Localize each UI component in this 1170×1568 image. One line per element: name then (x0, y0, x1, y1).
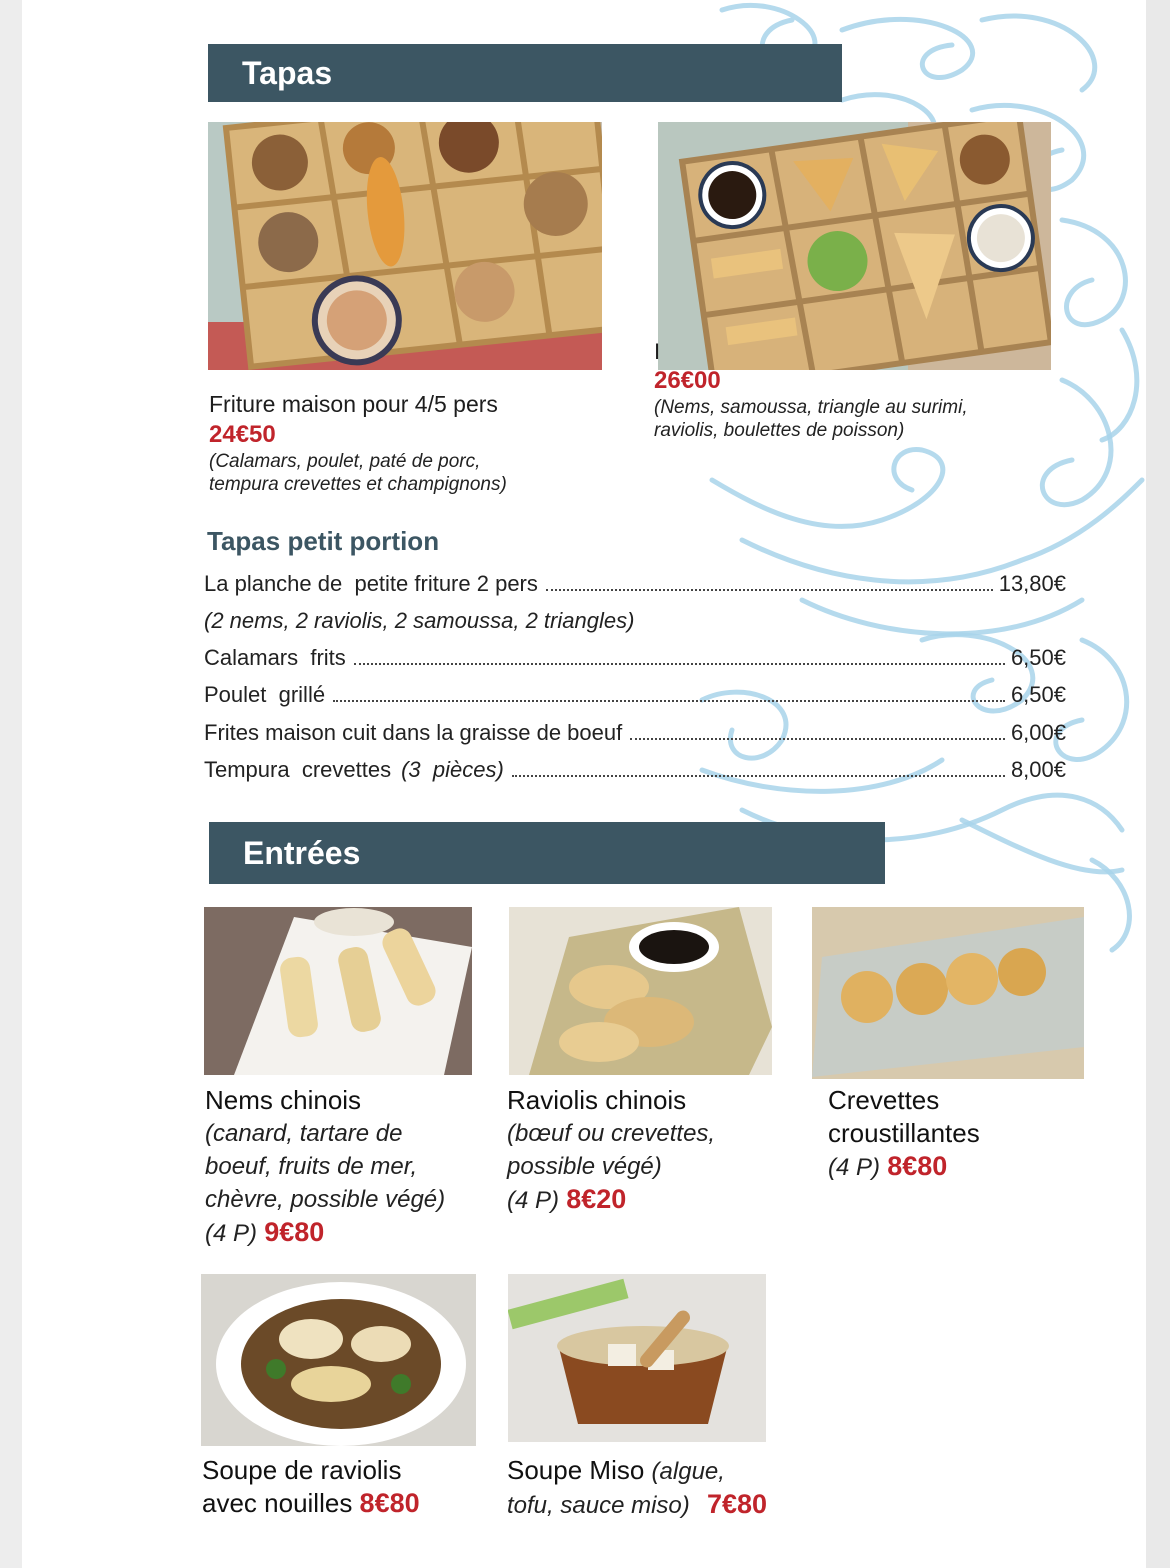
menu-row-label: Tempura crevettes (204, 757, 392, 782)
entree-price: 8€20 (566, 1184, 627, 1214)
entree-price: 8€80 (887, 1151, 948, 1181)
menu-row (204, 715, 1066, 751)
leader-dots (512, 775, 1005, 777)
nems-photo (204, 907, 472, 1075)
entree-name: Nems chinois (205, 1085, 362, 1115)
entree-price: 7€80 (706, 1489, 768, 1519)
menu-row (204, 677, 1066, 713)
menu-row (204, 752, 1066, 788)
menu-row-price: 13,80€ (998, 571, 1066, 596)
menu-row-price: 8,00€ (1010, 757, 1066, 782)
entree-soupe-raviolis (202, 1454, 502, 1520)
tapas-section-banner (208, 44, 842, 102)
entree-desc-line1: (canard, tartare de (205, 1120, 403, 1147)
entree-raviolis (507, 1084, 797, 1217)
entree-qty: (4 P) (507, 1187, 560, 1214)
entree-name-line1: Crevettes (828, 1085, 940, 1115)
entree-price: 9€80 (264, 1217, 325, 1247)
assortment-platter-photo (658, 122, 1051, 370)
entree-nems (205, 1084, 505, 1250)
entree-desc-line2: possible végé) (507, 1153, 662, 1180)
leader-dots (333, 700, 1005, 702)
entree-qty: (4 P) (205, 1220, 258, 1247)
entree-name-line1: Soupe de raviolis (202, 1455, 402, 1485)
entree-qty: (4 P) (828, 1154, 881, 1181)
menu-row-label: Poulet grillé (204, 682, 326, 707)
soupe-raviolis-photo (201, 1274, 476, 1446)
entrees-title: Entrées (243, 834, 361, 871)
menu-row-label: Frites maison cuit dans la graisse de boeuf (204, 720, 623, 745)
entree-desc-line1: (algue, (651, 1458, 725, 1485)
menu-row-label: Calamars frits (204, 645, 346, 670)
entree-desc-line3: chèvre, possible végé) (205, 1186, 446, 1213)
friture-platter-photo (208, 122, 602, 370)
tapas-item-desc-line1: (Nems, samoussa, triangle au surimi, (654, 397, 968, 418)
menu-row-label: La planche de petite friture 2 pers (204, 571, 538, 596)
entree-name: Raviolis chinois (507, 1085, 687, 1115)
leader-dots (546, 589, 993, 591)
menu-row-note (204, 603, 1066, 639)
raviolis-photo (509, 907, 772, 1075)
entree-desc-line2: tofu, sauce miso) (507, 1492, 690, 1519)
menu-row-price: 6,50€ (1010, 682, 1066, 707)
menu-row-label-extra: (3 pièces) (401, 757, 504, 782)
tapas-item-assortment (654, 338, 1074, 442)
entree-desc-line1: (bœuf ou crevettes, (507, 1120, 716, 1147)
tapas-item-desc-line2: tempura crevettes et champignons) (209, 474, 507, 495)
leader-dots (354, 663, 1005, 665)
entree-name-line2: avec nouilles (202, 1488, 353, 1518)
tapas-item-price: 24€50 (209, 421, 276, 448)
menu-row (204, 640, 1066, 676)
menu-row (204, 566, 1066, 602)
page-edge (1146, 0, 1170, 1568)
crevettes-photo (812, 907, 1084, 1079)
menu-page (22, 0, 1146, 1568)
entrees-section-banner (209, 822, 885, 884)
entree-soupe-miso (507, 1454, 837, 1522)
menu-row-label: (2 nems, 2 raviolis, 2 samoussa, 2 triangles) (204, 608, 635, 633)
entree-desc-line2: boeuf, fruits de mer, (205, 1153, 418, 1180)
entree-name-line2: croustillantes (828, 1118, 980, 1148)
tapas-item-desc-line2: raviolis, boulettes de poisson) (654, 420, 905, 441)
entree-price: 8€80 (359, 1488, 420, 1518)
menu-row-price: 6,50€ (1010, 645, 1066, 670)
entree-crevettes (828, 1084, 1118, 1184)
menu-row-price: 6,00€ (1010, 720, 1066, 745)
tapas-title: Tapas (242, 54, 333, 91)
entree-name: Soupe Miso (507, 1455, 645, 1485)
tapas-item-name-fragment: I (654, 339, 661, 364)
tapas-item-desc-line1: (Calamars, poulet, paté de porc, (209, 451, 481, 472)
tapas-item-name: Friture maison pour 4/5 pers (209, 391, 498, 417)
petit-portion-title: Tapas petit portion (207, 526, 440, 556)
soupe-miso-photo (508, 1274, 766, 1442)
leader-dots (630, 738, 1005, 740)
tapas-item-price: 26€00 (654, 367, 721, 394)
tapas-item-friture (209, 388, 629, 496)
